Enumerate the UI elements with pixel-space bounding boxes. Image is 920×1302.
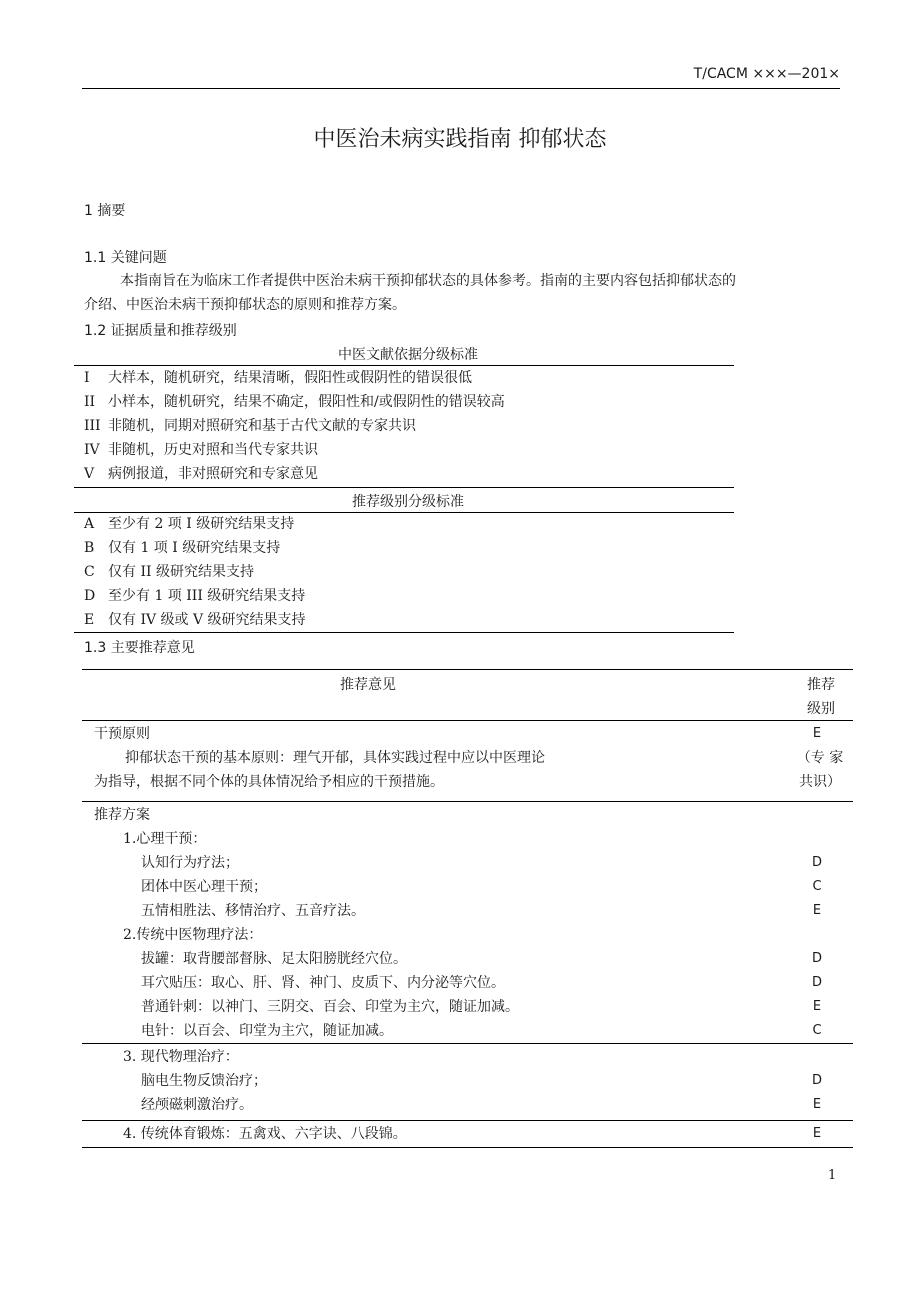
- rec-col-opinion: 推荐意见: [340, 677, 396, 693]
- evidence-row: [84, 462, 505, 486]
- group-1-item-1: 认知行为疗法；: [141, 855, 239, 871]
- evidence-code: III: [84, 418, 101, 434]
- grade-code: D: [84, 588, 96, 604]
- group-2-item-1-grade: D: [811, 951, 822, 966]
- section-1-2-heading: 1.2 证据质量和推荐级别: [84, 323, 237, 339]
- evidence-code: I: [84, 370, 90, 386]
- standard-code: T/CACM ×××—201×: [693, 66, 840, 82]
- rec-table-top-rule: [82, 669, 853, 670]
- group-1-item-2-grade: C: [812, 879, 822, 894]
- grade-row: [84, 512, 306, 536]
- grade-text: 至少有 2 项 I 级研究结果支持: [108, 516, 295, 532]
- plan-label: 推荐方案: [94, 807, 150, 823]
- grade-text: 至少有 1 项 III 级研究结果支持: [108, 588, 306, 604]
- rec-header-rule: [82, 720, 853, 721]
- evidence-row: [84, 366, 505, 390]
- evidence-code: II: [84, 394, 96, 410]
- group-2-item-2: 耳穴贴压：取心、肝、肾、神门、皮质下、内分泌等穴位。: [141, 975, 505, 991]
- group-2-item-3: 普通针刺：以神门、三阴交、百会、印堂为主穴，随证加减。: [141, 999, 519, 1015]
- group-3-item-2: 经颅磁刺激治疗。: [141, 1097, 253, 1113]
- evidence-row: [84, 390, 505, 414]
- principle-line-2: 为指导，根据不同个体的具体情况给予相应的干预措施。: [94, 774, 444, 790]
- key-question-line-2: 介绍、中医治未病干预抑郁状态的原则和推荐方案。: [84, 297, 406, 313]
- evidence-code: V: [84, 466, 95, 482]
- evidence-row: [84, 414, 505, 438]
- grade-table-bottom-rule: [74, 632, 734, 633]
- header-rule: [82, 88, 840, 89]
- principle-bottom-rule: [82, 801, 853, 802]
- group-3-item-1: 脑电生物反馈治疗；: [141, 1073, 267, 1089]
- group-3-title: 3. 现代物理治疗：: [123, 1049, 239, 1065]
- page-number: 1: [828, 1168, 837, 1183]
- group-2-item-4-grade: C: [812, 1023, 822, 1038]
- evidence-table-title: 中医文献依据分级标准: [338, 347, 478, 363]
- group-2-item-1: 拔罐：取背腰部督脉、足太阳膀胱经穴位。: [141, 951, 407, 967]
- group-1-item-3: 五情相胜法、移情治疗、五音疗法。: [141, 903, 365, 919]
- group-3-bottom-rule: [82, 1120, 853, 1121]
- rec-col-grade-1: 推荐: [807, 677, 835, 693]
- group-2-item-4: 电针：以百会、印堂为主穴，随证加减。: [141, 1023, 393, 1039]
- grade-code: E: [84, 612, 95, 628]
- grade-row: [84, 536, 306, 560]
- group-2-item-3-grade: E: [812, 999, 822, 1014]
- principle-grade: E: [812, 726, 822, 741]
- evidence-code: IV: [84, 442, 100, 458]
- evidence-text: 非随机，同期对照研究和基于古代文献的专家共识: [108, 418, 416, 434]
- group-3-item-2-grade: E: [812, 1097, 822, 1112]
- grade-code: C: [84, 564, 95, 580]
- principle-line-1: 抑郁状态干预的基本原则：理气开郁，具体实践过程中应以中医理论: [125, 750, 545, 766]
- section-1-1-heading: 1.1 关键问题: [84, 250, 167, 266]
- group-2-title: 2.传统中医物理疗法：: [123, 927, 263, 943]
- grade-text: 仅有 1 项 I 级研究结果支持: [108, 540, 281, 556]
- group-1-item-1-grade: D: [811, 855, 822, 870]
- page-title: 中医治未病实践指南 抑郁状态: [313, 127, 607, 152]
- group-4-text: 4. 传统体育锻炼：五禽戏、六字诀、八段锦。: [123, 1126, 407, 1142]
- group-1-item-2: 团体中医心理干预；: [141, 879, 267, 895]
- principle-grade-note-1: （专 家: [796, 750, 844, 766]
- section-1-3-heading: 1.3 主要推荐意见: [84, 640, 195, 656]
- section-1-heading: 1 摘要: [84, 203, 126, 219]
- evidence-text: 病例报道，非对照研究和专家意见: [108, 466, 318, 482]
- group-3-item-1-grade: D: [811, 1073, 822, 1088]
- group-1-item-3-grade: E: [812, 903, 822, 918]
- grade-table-title: 推荐级别分级标准: [352, 494, 464, 510]
- grade-row: [84, 608, 306, 632]
- grade-code: A: [84, 516, 95, 532]
- group-1-title: 1.心理干预：: [123, 831, 207, 847]
- rec-table-bottom-rule: [82, 1147, 853, 1148]
- group-2-bottom-rule: [82, 1043, 853, 1044]
- group-4-grade: E: [812, 1126, 822, 1141]
- evidence-table-bottom-rule: [74, 487, 734, 488]
- grade-text: 仅有 II 级研究结果支持: [108, 564, 254, 580]
- evidence-text: 非随机，历史对照和当代专家共识: [108, 442, 318, 458]
- principle-label: 干预原则: [94, 726, 150, 742]
- rec-col-grade-2: 级别: [807, 701, 835, 717]
- grade-text: 仅有 IV 级或 V 级研究结果支持: [108, 612, 306, 628]
- evidence-text: 大样本，随机研究，结果清晰，假阳性或假阴性的错误很低: [108, 370, 472, 386]
- principle-grade-note-2: 共识）: [799, 774, 841, 790]
- group-2-item-2-grade: D: [811, 975, 822, 990]
- key-question-line-1: 本指南旨在为临床工作者提供中医治未病干预抑郁状态的具体参考。指南的主要内容包括抑郁状态的: [120, 273, 736, 289]
- evidence-row: [84, 438, 505, 462]
- evidence-text: 小样本，随机研究，结果不确定，假阳性和/或假阴性的错误较高: [108, 394, 505, 410]
- grade-table-body: [84, 512, 306, 632]
- evidence-table-body: [84, 366, 505, 486]
- grade-row: [84, 584, 306, 608]
- grade-code: B: [84, 540, 95, 556]
- grade-row: [84, 560, 306, 584]
